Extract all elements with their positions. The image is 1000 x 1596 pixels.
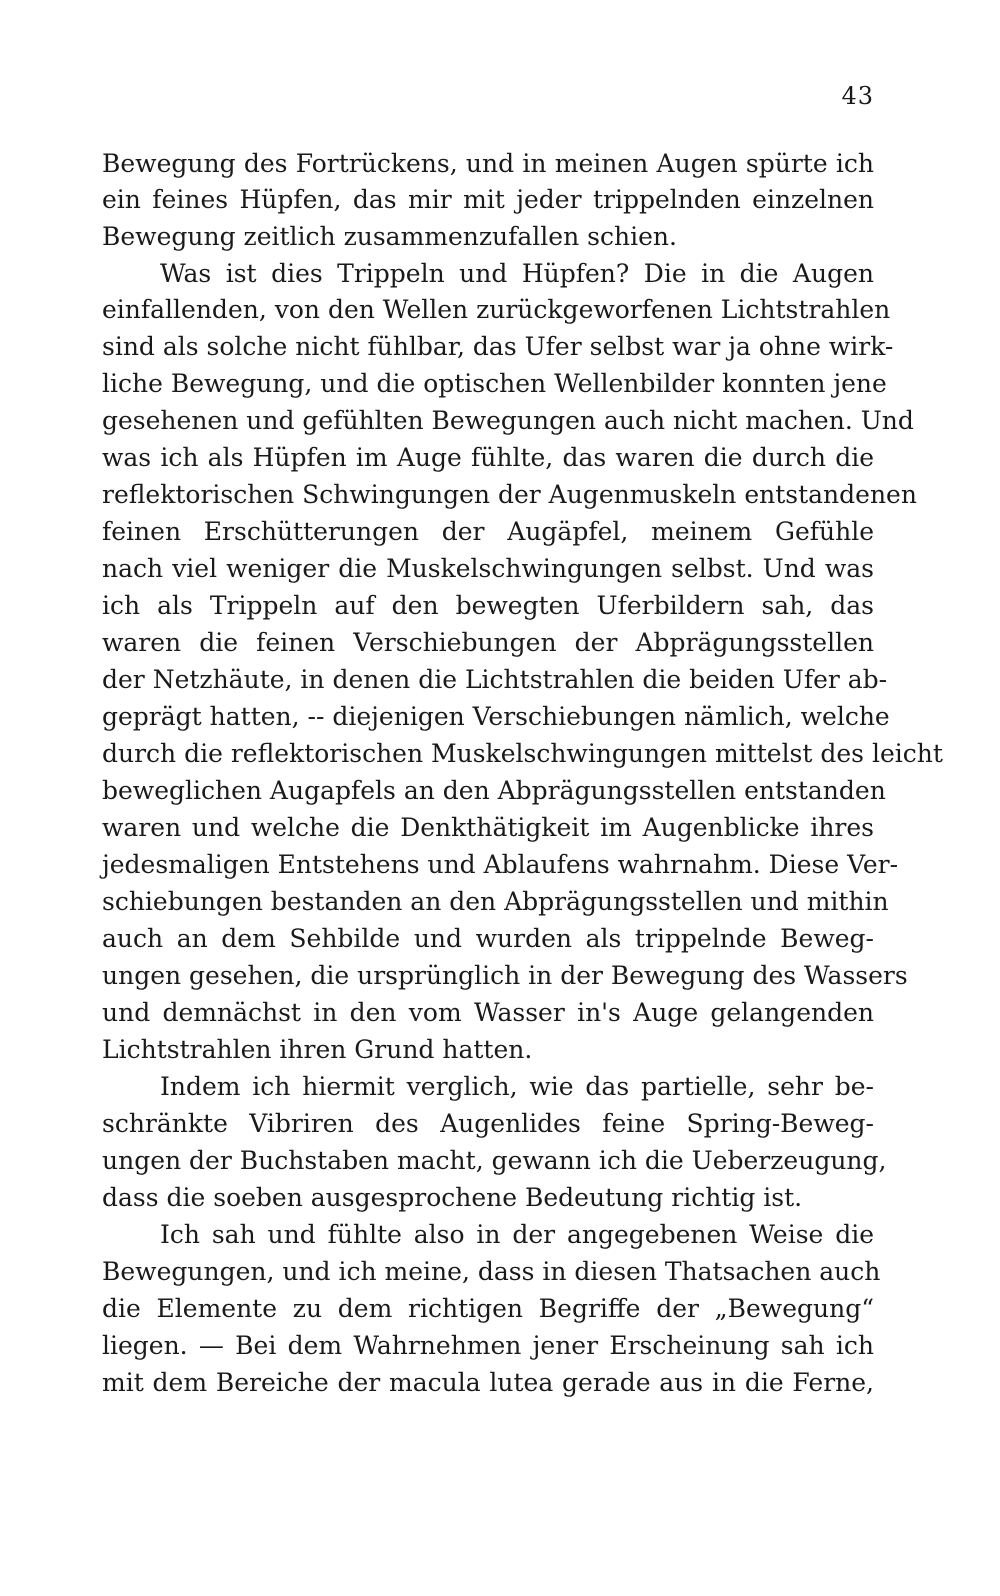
text-line: ungen gesehen, die ursprünglich in der Bewegung des Wassers [102, 961, 908, 990]
text-line: durch die reflektorischen Muskelschwingungen mittelst des leicht [102, 739, 943, 768]
text-line: ein feines Hüpfen, das mir mit jeder trippelnden einzelnen [102, 185, 874, 214]
text-line: jedesmaligen Entstehens und Ablaufens wahrnahm. Diese Ver- [102, 850, 899, 879]
text-line: nach viel weniger die Muskelschwingungen selbst. Und was [102, 554, 874, 583]
text-line: gesehenen und gefühlten Bewegungen auch nicht machen. Und [102, 406, 914, 435]
text-line: und demnächst in den vom Wasser in's Auge gelangenden [102, 998, 874, 1027]
text-line: dass die soeben ausgesprochene Bedeutung richtig ist. [102, 1183, 803, 1212]
text-line: mit dem Bereiche der macula lutea gerade aus in die Ferne, [102, 1368, 874, 1397]
text-line: ungen der Buchstaben macht, gewann ich die Ueberzeugung, [102, 1146, 887, 1175]
text-line: liegen. — Bei dem Wahrnehmen jener Erscheinung sah ich [102, 1331, 874, 1360]
text-line: Lichtstrahlen ihren Grund hatten. [102, 1035, 533, 1064]
text-line: schränkte Vibriren des Augenlides feine Spring-Beweg- [102, 1109, 874, 1138]
text-line: waren die feinen Verschiebungen der Abprägungsstellen [102, 628, 874, 657]
text-line: einfallenden, von den Wellen zurückgeworfenen Lichtstrahlen [102, 295, 891, 324]
text-line: liche Bewegung, und die optischen Wellenbilder konnten jene [102, 369, 887, 398]
text-line: waren und welche die Denkthätigkeit im Augenblicke ihres [102, 813, 874, 842]
text-line: beweglichen Augapfels an den Abprägungsstellen entstanden [102, 776, 886, 805]
text-line: der Netzhäute, in denen die Lichtstrahlen die beiden Ufer ab- [102, 665, 888, 694]
text-line: sind als solche nicht fühlbar, das Ufer selbst war ja ohne wirk- [102, 332, 894, 361]
text-line: Bewegung zeitlich zusammenzufallen schien. [102, 222, 677, 251]
text-line: reflektorischen Schwingungen der Augenmuskeln entstandenen [102, 480, 917, 509]
text-line: Bewegungen, und ich meine, dass in diesen Thatsachen auch [102, 1257, 881, 1286]
text-line: auch an dem Sehbilde und wurden als trippelnde Beweg- [102, 924, 874, 953]
text-line: die Elemente zu dem richtigen Begriffe der „Bewegung“ [102, 1294, 874, 1323]
text-line: Was ist dies Trippeln und Hüpfen? Die in die Augen [160, 259, 874, 288]
text-line: geprägt hatten, -- diejenigen Verschiebungen nämlich, welche [102, 702, 890, 731]
text-line: was ich als Hüpfen im Auge fühlte, das waren die durch die [102, 443, 874, 472]
text-line: feinen Erschütterungen der Augäpfel, meinem Gefühle [102, 517, 874, 546]
text-line: Ich sah und fühlte also in der angegebenen Weise die [160, 1220, 874, 1249]
text-line: ich als Trippeln auf den bewegten Uferbildern sah, das [102, 591, 874, 620]
text-line: Indem ich hiermit verglich, wie das partielle, sehr be- [160, 1072, 874, 1101]
text-line: Bewegung des Fortrückens, und in meinen Augen spürte ich [102, 149, 874, 178]
text-line: schiebungen bestanden an den Abprägungsstellen und mithin [102, 887, 889, 916]
page-number: 43 [841, 82, 874, 110]
